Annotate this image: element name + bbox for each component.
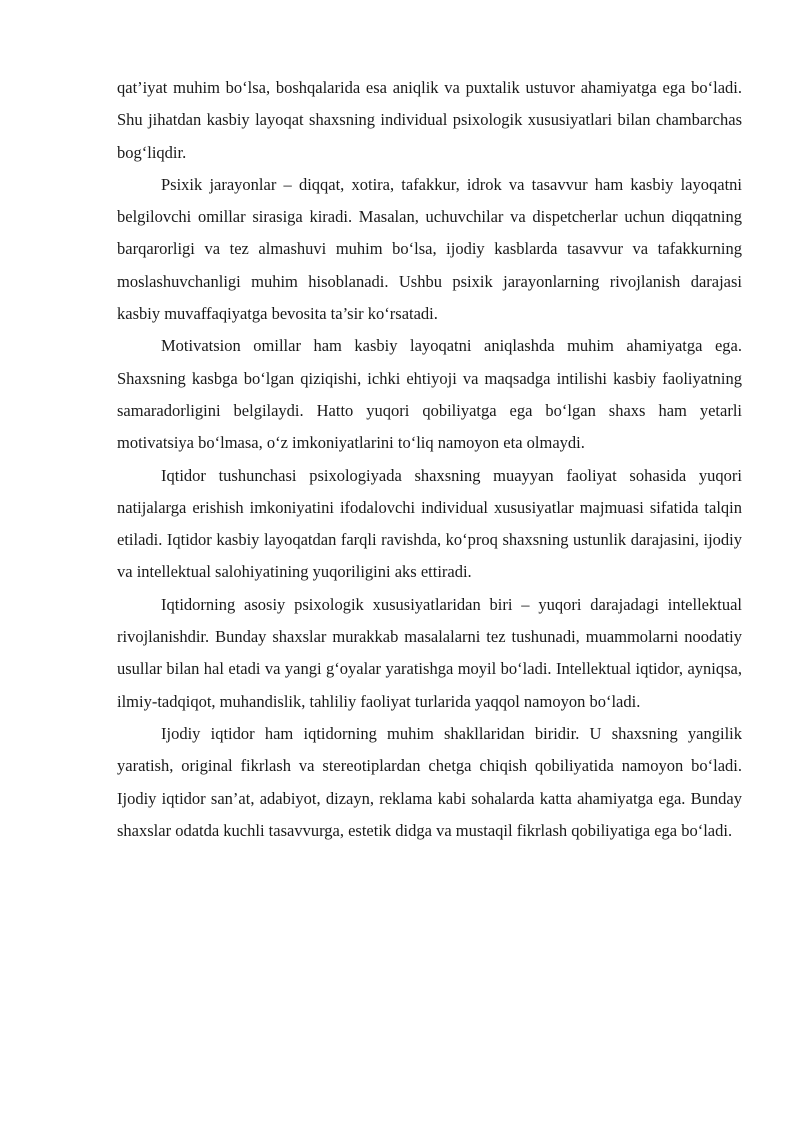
paragraph-continued: qat’iyat muhim bo‘lsa, boshqalarida esa aniqlik va puxtalik ustuvor ahamiyatga ega bo‘ladi. Shu jihatdan kasbiy layoqat shaxsning individual psixologik xususiyatlari bilan chambarchas bog‘liqdir. [117,78,742,162]
document-body [117,72,742,847]
paragraph-intellectual-talent: Iqtidorning asosiy psixologik xususiyatlaridan biri – yuqori darajadagi intellektual rivojlanishdir. Bunday shaxslar murakkab masalalarni tez tushunadi, muammolarni noodatiy usullar bilan hal etadi va yangi g‘oyalar yaratishga moyil bo‘ladi. Intellektual iqtidor, ayniqsa, ilmiy-tadqiqot, muhandislik, tahliliy faoliyat turlarida yaqqol namoyon bo‘ladi. [117,594,742,711]
paragraph-talent-concept: Iqtidor tushunchasi psixologiyada shaxsning muayyan faoliyat sohasida yuqori natijalarga erishish imkoniyatini ifodalovchi individual xususiyatlar majmuasi sifatida talqin etiladi. Iqtidor kasbiy layoqatdan farqli ravishda, ko‘proq shaxsning ustunlik darajasini, ijodiy va intellektual salohiyatining yuqoriligini aks ettiradi. [117,465,742,582]
paragraph-motivational-factors: Motivatsion omillar ham kasbiy layoqatni aniqlashda muhim ahamiyatga ega. Shaxsning kasbga bo‘lgan qiziqishi, ichki ehtiyoji va maqsadga intilishi kasbiy faoliyatning samaradorligini belgilaydi. Hatto yuqori qobiliyatga ega bo‘lgan shaxs ham yetarli motivatsiya bo‘lmasa, o‘z imkoniyatlarini to‘liq namoyon eta olmaydi. [117,336,742,453]
paragraph-psychic-processes: Psixik jarayonlar – diqqat, xotira, tafakkur, idrok va tasavvur ham kasbiy layoqatni belgilovchi omillar sirasiga kiradi. Masalan, uchuvchilar va dispetcherlar uchun diqqatning barqarorligi va tez almashuvi muhim bo‘lsa, ijodiy kasblarda tasavvur va tafakkurning moslashuvchanligi muhim hisoblanadi. Ushbu psixik jarayonlarning rivojlanish darajasi kasbiy muvaffaqiyatga bevosita ta’sir ko‘rsatadi. [117,174,742,324]
paragraph-creative-talent: Ijodiy iqtidor ham iqtidorning muhim shakllaridan biridir. U shaxsning yangilik yaratish, original fikrlash va stereotiplardan chetga chiqish qobiliyatida namoyon bo‘ladi. Ijodiy iqtidor san’at, adabiyot, dizayn, reklama kabi sohalarda katta ahamiyatga ega. Bunday shaxslar odatda kuchli tasavvurga, estetik didga va mustaqil fikrlash qobiliyatiga ega bo‘ladi. [117,723,742,840]
